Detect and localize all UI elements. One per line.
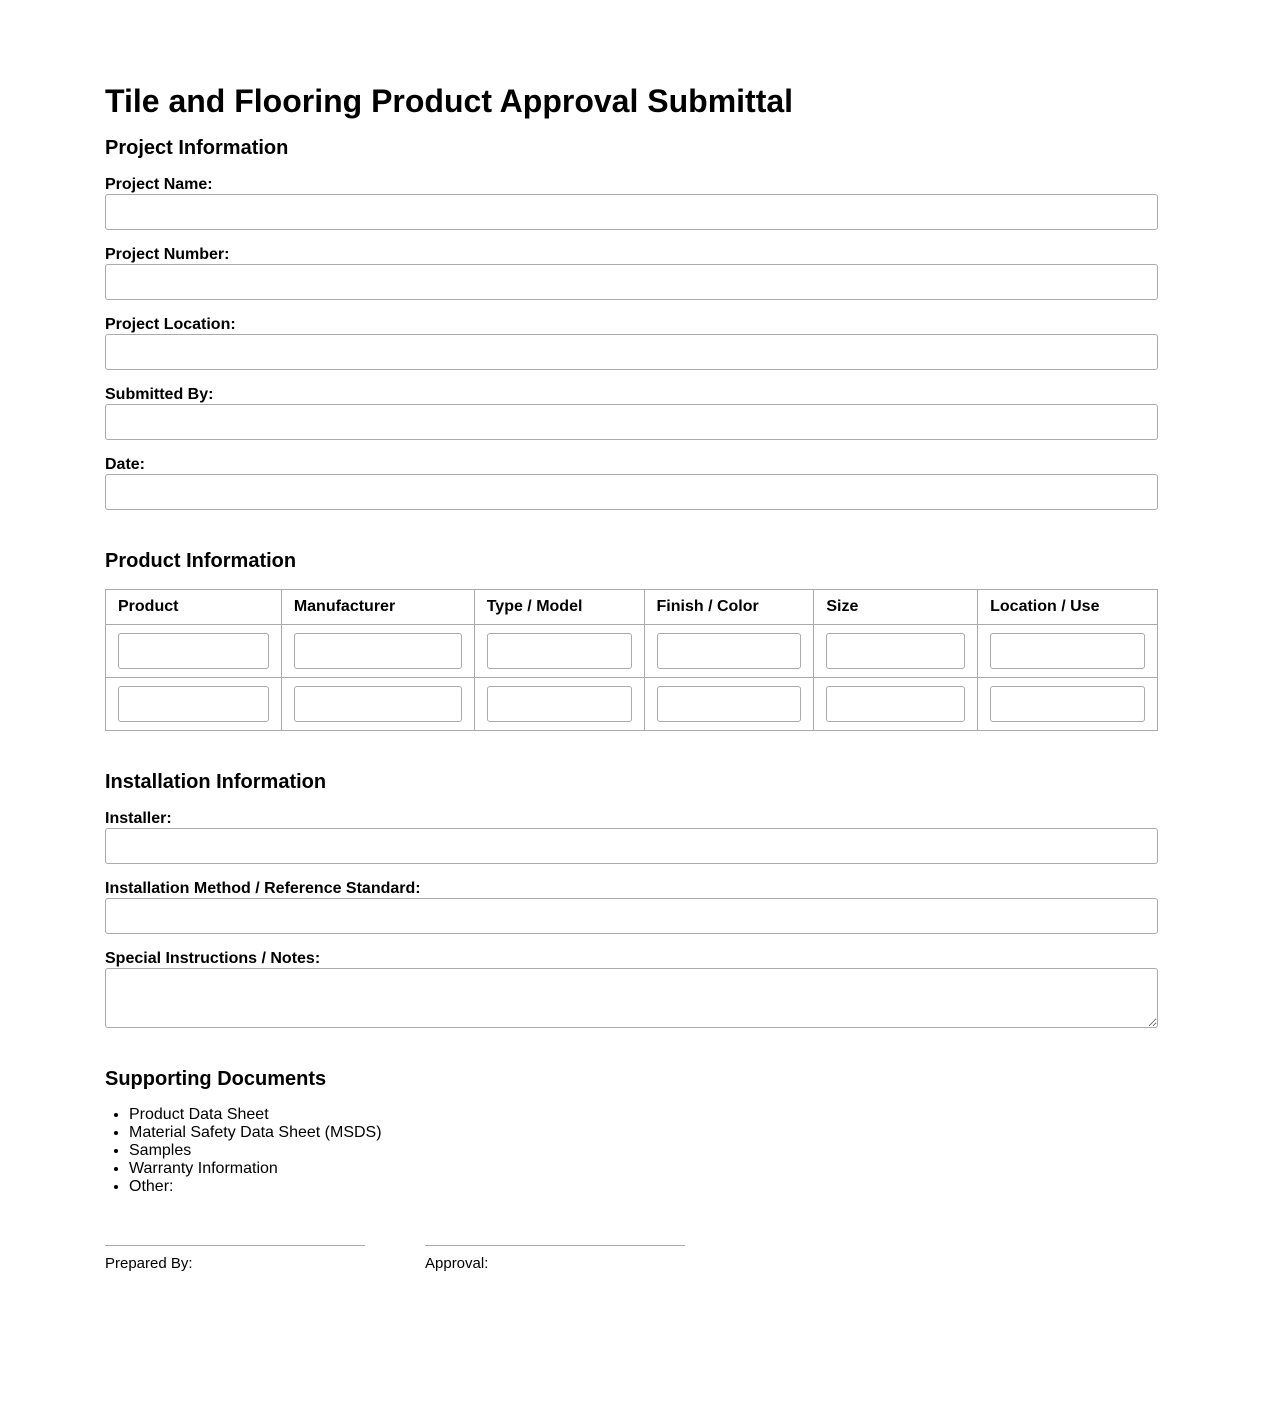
installation-method-input[interactable] [105,898,1158,934]
notes-label: Special Instructions / Notes: [105,950,321,967]
submitted-by-input[interactable] [105,404,1158,440]
product-info-heading: Product Information [105,550,297,572]
notes-textarea[interactable] [105,968,1158,1028]
installation-method-label: Installation Method / Reference Standard: [105,880,421,897]
approval-signature-line: Approval: [425,1245,685,1272]
list-item: • Samples [129,1142,382,1160]
product-table [105,589,1158,731]
project-info-heading: Project Information [105,137,289,159]
documents-list [105,1106,382,1196]
submitted-by-label: Submitted By: [105,386,214,403]
manufacturer-input[interactable] [294,633,462,669]
finish-color-input[interactable] [657,633,802,669]
installer-input[interactable] [105,828,1158,864]
list-item: • Material Safety Data Sheet (MSDS) [129,1124,382,1142]
project-location-input[interactable] [105,334,1158,370]
installation-info-heading: Installation Information [105,771,327,793]
project-number-input[interactable] [105,264,1158,300]
type-model-input[interactable] [487,633,632,669]
location-use-input[interactable] [990,633,1145,669]
location-use-input[interactable] [990,686,1145,722]
product-input[interactable] [118,686,269,722]
table-row [106,678,1158,731]
size-input[interactable] [826,633,965,669]
column-header-location-use: Location / Use [978,590,1158,625]
column-header-product: Product [106,590,282,625]
project-location-label: Project Location: [105,316,236,333]
column-header-type-model: Type / Model [474,590,644,625]
prepared-by-signature-line: Prepared By: [105,1245,365,1272]
column-header-finish-color: Finish / Color [644,590,814,625]
installer-label: Installer: [105,810,172,827]
project-name-label: Project Name: [105,176,213,193]
supporting-documents-heading: Supporting Documents [105,1068,327,1090]
manufacturer-input[interactable] [294,686,462,722]
column-header-manufacturer: Manufacturer [281,590,474,625]
list-item: • Other: [129,1178,382,1196]
type-model-input[interactable] [487,686,632,722]
page-title: Tile and Flooring Product Approval Submittal [105,83,794,119]
list-item: • Product Data Sheet [129,1106,382,1124]
column-header-size: Size [814,590,978,625]
table-row [106,625,1158,678]
project-number-label: Project Number: [105,246,230,263]
size-input[interactable] [826,686,965,722]
date-label: Date: [105,456,146,473]
product-input[interactable] [118,633,269,669]
finish-color-input[interactable] [657,686,802,722]
list-item: • Warranty Information [129,1160,382,1178]
date-input[interactable] [105,474,1158,510]
project-name-input[interactable] [105,194,1158,230]
